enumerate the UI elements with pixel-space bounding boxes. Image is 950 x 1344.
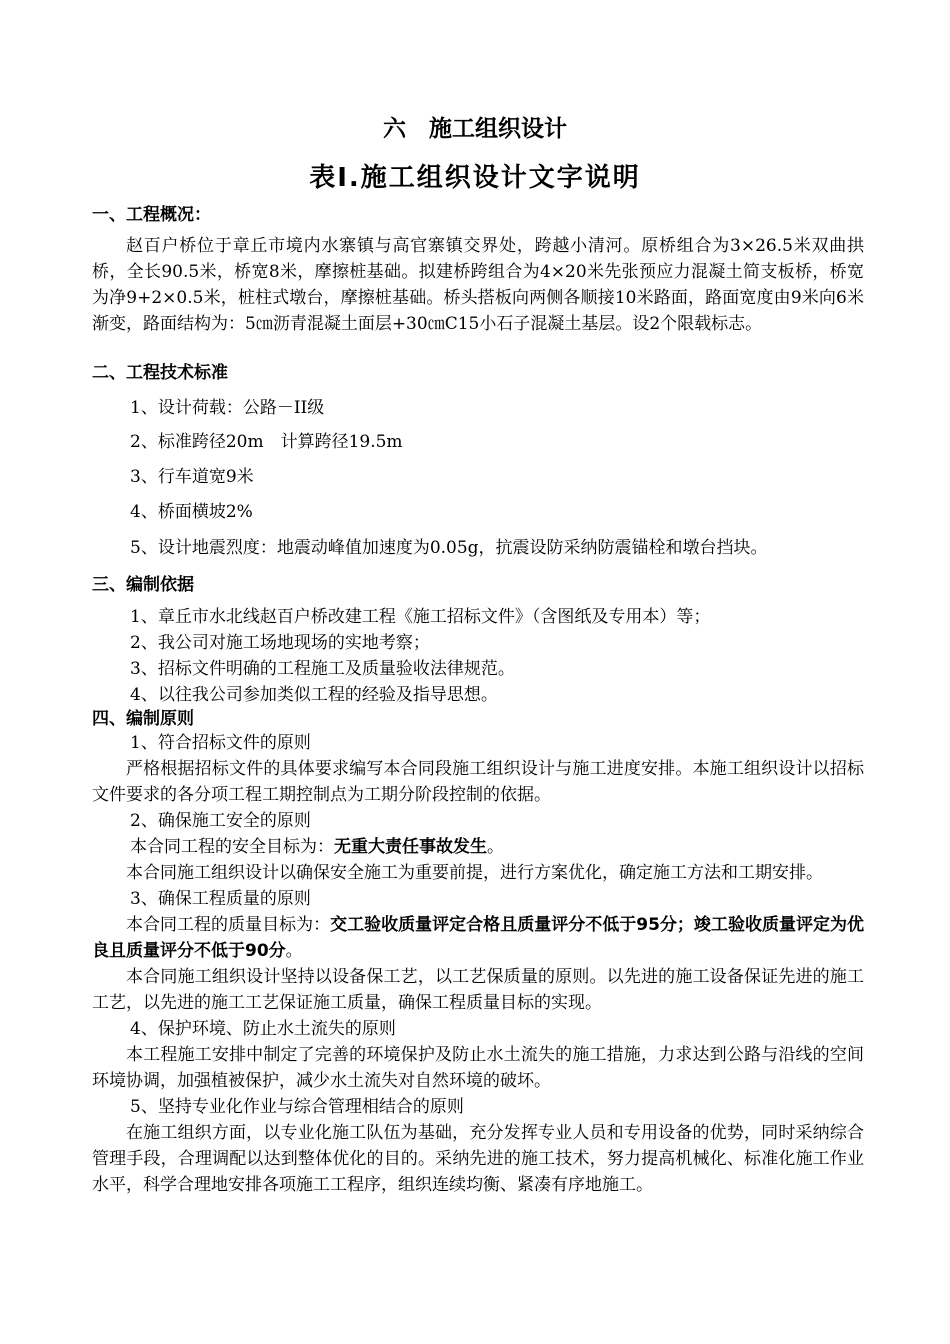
basis-item: 1、章丘市水北线赵百户桥改建工程《施工招标文件》（含图纸及专用本）等； xyxy=(130,607,711,627)
quality-target xyxy=(92,912,864,964)
table-title: 表Ⅰ.施工组织设计文字说明 xyxy=(309,163,641,193)
basis-item: 2、我公司对施工场地现场的实地考察； xyxy=(130,633,430,653)
principle-title: 2、确保施工安全的原则 xyxy=(130,811,311,831)
principle-paragraph: 严格根据招标文件的具体要求编写本合同段施工组织设计与施工进度安排。本施工组织设计以招标文件要求的各分项工程工期控制点为工期分阶段控制的依据。 xyxy=(92,759,864,805)
quality-target-label: 本合同工程的质量目标为： xyxy=(126,915,331,935)
safety-target-value: 无重大责任事故发生 xyxy=(334,837,487,857)
section-heading-basis: 三、编制依据 xyxy=(92,575,194,595)
principle-paragraph: 本合同施工组织设计以确保安全施工为重要前提，进行方案优化，确定施工方法和工期安排。 xyxy=(126,863,823,883)
section-principles xyxy=(92,730,864,1198)
safety-target-label: 本合同工程的安全目标为： xyxy=(130,837,334,857)
standard-item: 3、行车道宽9米 xyxy=(130,467,254,487)
standard-item: 2、标准跨径20m 计算跨径19.5m xyxy=(130,432,403,452)
basis-item: 4、以往我公司参加类似工程的经验及指导思想。 xyxy=(130,685,498,705)
section-heading-principles: 四、编制原则 xyxy=(92,709,194,729)
principle-title: 3、确保工程质量的原则 xyxy=(130,889,311,909)
principle-paragraph: 在施工组织方面，以专业化施工队伍为基础，充分发挥专业人员和专用设备的优势，同时采纳综合管理手段，合理调配以达到整体优化的目的。采纳先进的施工技术，努力提高机械化、标准化施工作业水平，科学合理地安排各项施工工程序，组织连续均衡、紧凑有序地施工。 xyxy=(92,1123,864,1195)
standard-item: 5、设计地震烈度：地震动峰值加速度为0.05g，抗震设防采纳防震锚栓和墩台挡块。 xyxy=(130,538,768,558)
principle-title: 4、保护环境、防止水土流失的原则 xyxy=(130,1019,396,1039)
principle-title: 1、符合招标文件的原则 xyxy=(130,733,311,753)
basis-item: 3、招标文件明确的工程施工及质量验收法律规范。 xyxy=(130,659,515,679)
standard-item: 1、设计荷载：公路－II级 xyxy=(130,398,325,418)
overview-paragraph: 赵百户桥位于章丘市境内水寨镇与高官寨镇交界处，跨越小清河。原桥组合为3×26.5米双曲拱桥，全长90.5米，桥宽8米，摩擦桩基础。拟建桥跨组合为4×20米先张预应力混凝土简支板桥，桥宽为净9+2×0.5米，桩柱式墩台，摩擦桩基础。桥头搭板向两侧各顺接10米路面，路面宽度由9米向6米渐变，路面结构为：5㎝沥青混凝土面层+30㎝C15小石子混凝土基层。设2个限载标志。 xyxy=(92,236,864,334)
quality-target-value: 交工验收质量评定合格且质量评分不低于95分；竣工验收质量评定为优良且质量评分不低于90分 xyxy=(92,915,865,961)
standard-item: 4、桥面横坡2% xyxy=(130,502,253,522)
section-overview xyxy=(92,233,864,337)
principle-title: 5、坚持专业化作业与综合管理相结合的原则 xyxy=(130,1097,464,1117)
principle-paragraph: 本合同施工组织设计坚持以设备保工艺，以工艺保质量的原则。以先进的施工设备保证先进的施工工艺，以先进的施工工艺保证施工质量，确保工程质量目标的实现。 xyxy=(92,967,864,1013)
section-heading-overview: 一、工程概况： xyxy=(92,205,211,225)
chapter-title: 六 施工组织设计 xyxy=(383,116,567,142)
safety-target xyxy=(92,834,864,860)
section-heading-standards: 二、工程技术标准 xyxy=(92,363,228,383)
quality-target-end: 。 xyxy=(285,941,303,961)
principle-paragraph: 本工程施工安排中制定了完善的环境保护及防止水土流失的施工措施，力求达到公路与沿线的空间环境协调，加强植被保护，减少水土流失对自然环境的破坏。 xyxy=(92,1045,864,1091)
safety-target-end: 。 xyxy=(487,837,504,857)
section-basis xyxy=(92,604,864,708)
